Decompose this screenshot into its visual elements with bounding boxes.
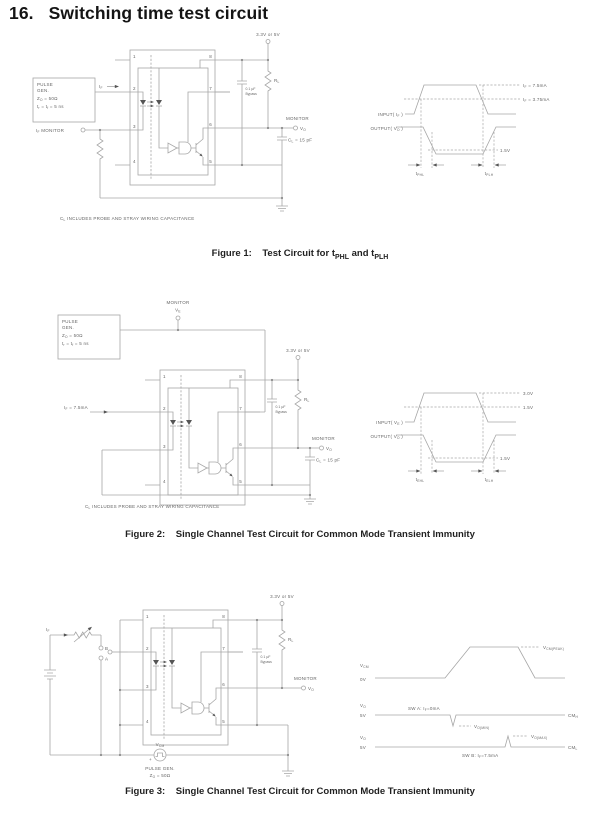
pin-label: 1 <box>133 54 136 59</box>
figure1-wave-dashes <box>404 85 520 168</box>
plus-sign: + <box>149 757 152 762</box>
bypass-value-label: 0.1 μF <box>245 87 256 91</box>
pin-label: 6 <box>209 122 212 127</box>
if-label: $I_F$ <box>99 84 103 91</box>
zero-volt-label: 0V <box>360 677 367 682</box>
timing-arrow-icon <box>433 163 437 166</box>
timing-arrow-icon <box>478 469 482 472</box>
bypass-word-label: Bypass <box>260 660 272 664</box>
figure1-junction-dots <box>99 59 283 199</box>
threshold-label: 1.5V <box>500 148 511 153</box>
pin-label: 5 <box>209 159 212 164</box>
figure3-caption-text: Figure 3: Single Channel Test Circuit for Common Mode Transient Immunity <box>125 786 475 797</box>
pin-label: 7 <box>239 406 242 411</box>
five-volt-label: 5V <box>360 745 367 750</box>
monitor-label: MONITOR <box>286 116 309 121</box>
bypass-value-label: 0.1 μF <box>275 405 286 409</box>
timing-arrow-icon <box>416 163 420 166</box>
section-number: 16. <box>9 3 34 23</box>
bypass-word-label: Bypass <box>275 410 287 414</box>
capacitance-note: $C_L$ INCLUDES PROBE AND STRAY WIRING CAPACITANCE <box>85 504 220 511</box>
vo-trace-label: $V_O$ <box>360 735 367 742</box>
if-label: $I_F$ <box>46 627 50 634</box>
supply-label: 3.3V or 5V <box>256 32 280 37</box>
figure3-circuit <box>20 565 340 780</box>
ic-package <box>145 370 260 505</box>
output-waveform-label: OUTPUT( $V_O$ ) <box>370 434 403 441</box>
pin-label: 5 <box>222 719 225 724</box>
ve-label: $V_E$ <box>175 307 181 314</box>
switch-contact-b[interactable] <box>99 646 103 650</box>
timing-arrow-icon <box>495 469 499 472</box>
figure3-wave-dashes <box>459 647 540 736</box>
vo-max-label: $V_{O(MAX)}$ <box>531 734 548 741</box>
pin-label: 8 <box>222 614 225 619</box>
threshold-label: 1.5V <box>500 456 511 461</box>
supply-terminal <box>296 356 300 360</box>
level-mid-label: $I_F = 3.75mA$ <box>523 97 550 104</box>
vcm-peak-label: $V_{CM(PEAK)}$ <box>543 645 565 652</box>
page-title <box>9 3 268 24</box>
ground-symbol <box>304 499 316 504</box>
pulse-gen-line2: $Z_O = 50\Omega$ <box>149 773 171 780</box>
pulse-gen-line3: $Z_O = 50\Omega$ <box>62 333 83 340</box>
cl-label: $C_L = 15$ pF <box>316 457 340 464</box>
vcm-source <box>154 749 166 761</box>
level-mid-label: 1.5V <box>523 405 534 410</box>
input-waveform-label: INPUT( $V_E$ ) <box>376 420 403 427</box>
input-waveform-label: INPUT( $I_F$ ) <box>378 112 403 119</box>
bypass-value-label: 0.1 μF <box>260 655 271 659</box>
timing-arrow-icon <box>433 469 437 472</box>
figure3-wave-traces <box>375 647 565 747</box>
tehl-label: $t_{EHL}$ <box>415 477 425 484</box>
rl-label: $R_L$ <box>304 397 310 404</box>
figure3-waveform <box>350 625 600 770</box>
ground-symbol <box>276 206 288 211</box>
switch-a-condition-label: SW A: $I_F=0mA$ <box>408 706 440 713</box>
vo-label: $V_O$ <box>300 126 307 133</box>
telh-label: $t_{ELH}$ <box>484 477 494 484</box>
ic-package <box>128 610 243 745</box>
vcm-label: $V_{CM}$ <box>155 742 165 749</box>
pin-label: 1 <box>163 374 166 379</box>
current-arrow-icon <box>115 85 119 88</box>
vo-monitor-terminal <box>320 446 324 450</box>
pulse-gen-line3: $Z_O = 50\Omega$ <box>37 96 58 103</box>
load-resistor-rl <box>295 387 301 413</box>
cmh-label: $CM_H$ <box>568 713 579 720</box>
output-waveform-label: OUTPUT( $V_O$ ) <box>370 126 403 133</box>
tplh-label: $t_{PLH}$ <box>484 171 494 178</box>
ground-symbol <box>282 771 294 776</box>
load-resistor-rl <box>265 68 271 94</box>
pulse-gen-line1: PULSE <box>62 319 79 324</box>
load-resistor-rl <box>279 627 285 653</box>
pin-label: 8 <box>209 54 212 59</box>
current-arrow-icon <box>104 410 108 413</box>
figure1-caption-text: Figure 1: Test Circuit for $t_{PHL}$ and $t_{PLH}$ <box>211 248 389 261</box>
load-capacitor-cl <box>277 137 287 140</box>
if-drive-label: $I_F = 7.5mA$ <box>64 405 88 412</box>
bypass-capacitor <box>252 649 262 652</box>
supply-terminal <box>280 602 284 606</box>
bypass-capacitor <box>267 399 277 402</box>
cml-label: $CM_L$ <box>568 745 578 752</box>
five-volt-label: 5V <box>360 713 367 718</box>
pin-label: 3 <box>146 684 149 689</box>
pin-label: 1 <box>146 614 149 619</box>
vo-label: $V_O$ <box>326 446 333 453</box>
monitor-label: MONITOR <box>294 676 317 681</box>
supply-label: 3.3V or 5V <box>270 594 294 599</box>
supply-terminal <box>266 40 270 44</box>
pin-label: 3 <box>163 444 166 449</box>
pin-label: 7 <box>222 646 225 651</box>
supply-label: 3.3V or 5V <box>286 348 310 353</box>
pin-label: 3 <box>133 124 136 129</box>
pin-label: 7 <box>209 86 212 91</box>
timing-arrow-icon <box>416 469 420 472</box>
figure2-caption-text: Figure 2: Single Channel Test Circuit for Common Mode Transient Immunity <box>125 529 475 540</box>
monitor-resistor <box>97 136 103 162</box>
level-high-label: $I_F = 7.5mA$ <box>523 83 547 90</box>
pin-label: 2 <box>146 646 149 651</box>
load-capacitor-cl <box>305 457 315 460</box>
timing-arrow-icon <box>495 163 499 166</box>
pulse-gen-line1: PULSE <box>37 82 54 87</box>
pulse-gen-line4: $t_r = t_f = 5$ ns <box>37 104 64 111</box>
pin-label: 4 <box>163 479 166 484</box>
pulse-gen-line2: GEN. <box>37 88 50 93</box>
pin-label: 4 <box>146 719 149 724</box>
pin-label: 6 <box>222 682 225 687</box>
figure1-caption <box>0 248 600 261</box>
vcm-trace-label: $V_{CM}$ <box>360 663 369 670</box>
figure2-caption <box>0 529 600 540</box>
switch-b-condition-label: SW B: $I_F=7.5mA$ <box>462 753 499 760</box>
pulse-gen-line2: GEN. <box>62 325 75 330</box>
capacitance-note: $C_L$ INCLUDES PROBE AND STRAY WIRING CAPACITANCE <box>60 216 195 223</box>
switch-a-label: A <box>105 656 109 662</box>
pin-label: 2 <box>163 406 166 411</box>
level-high-label: 3.0V <box>523 391 534 396</box>
battery-symbol <box>44 670 56 679</box>
vo-monitor-terminal <box>294 126 298 130</box>
current-arrow-icon <box>64 633 68 636</box>
figure3-junction-dots <box>100 619 289 756</box>
section-title: Switching time test circuit <box>48 3 269 23</box>
pulse-gen-line1: PULSE GEN. <box>145 766 175 771</box>
figure2-circuit <box>40 295 340 515</box>
pin-label: 6 <box>239 442 242 447</box>
bypass-word-label: Bypass <box>245 92 257 96</box>
figure1-circuit <box>20 30 340 225</box>
tphl-label: $t_{PHL}$ <box>415 171 425 178</box>
if-monitor-terminal <box>81 128 85 132</box>
timing-arrow-icon <box>478 163 482 166</box>
pulse-gen-line4: $t_r = t_f = 5$ ns <box>62 341 89 348</box>
figure3-wires <box>44 606 301 780</box>
vo-trace-label: $V_O$ <box>360 703 367 710</box>
vo-label: $V_O$ <box>308 686 315 693</box>
vo-min-label: $V_{O(MIN)}$ <box>474 724 490 731</box>
pin-label: 5 <box>239 479 242 484</box>
monitor-label: MONITOR <box>166 300 190 305</box>
rl-label: $R_L$ <box>288 637 294 644</box>
switch-pole[interactable] <box>108 650 112 654</box>
figure1-wave-traces <box>396 85 516 165</box>
pin-label: 8 <box>239 374 242 379</box>
figure2-junction-dots <box>177 329 311 496</box>
if-monitor-label: $I_F$ MONITOR <box>36 128 65 135</box>
figure2-waveform <box>348 362 600 500</box>
figure1-wires <box>33 44 293 212</box>
rl-label: $R_L$ <box>274 78 280 85</box>
figure1-waveform <box>348 62 600 192</box>
pin-label: 4 <box>133 159 136 164</box>
switch-b-label: B <box>105 646 109 651</box>
vo-monitor-terminal <box>302 686 306 690</box>
bypass-capacitor <box>237 81 247 84</box>
monitor-label: MONITOR <box>312 436 335 441</box>
figure3-caption <box>0 786 600 797</box>
cl-label: $C_L = 15$ pF <box>288 137 313 144</box>
figure2-wave-traces <box>396 393 516 471</box>
ve-monitor-terminal <box>176 316 180 320</box>
ic-package <box>115 50 230 185</box>
pin-label: 2 <box>133 86 136 91</box>
switch-contact-a[interactable] <box>99 656 103 660</box>
